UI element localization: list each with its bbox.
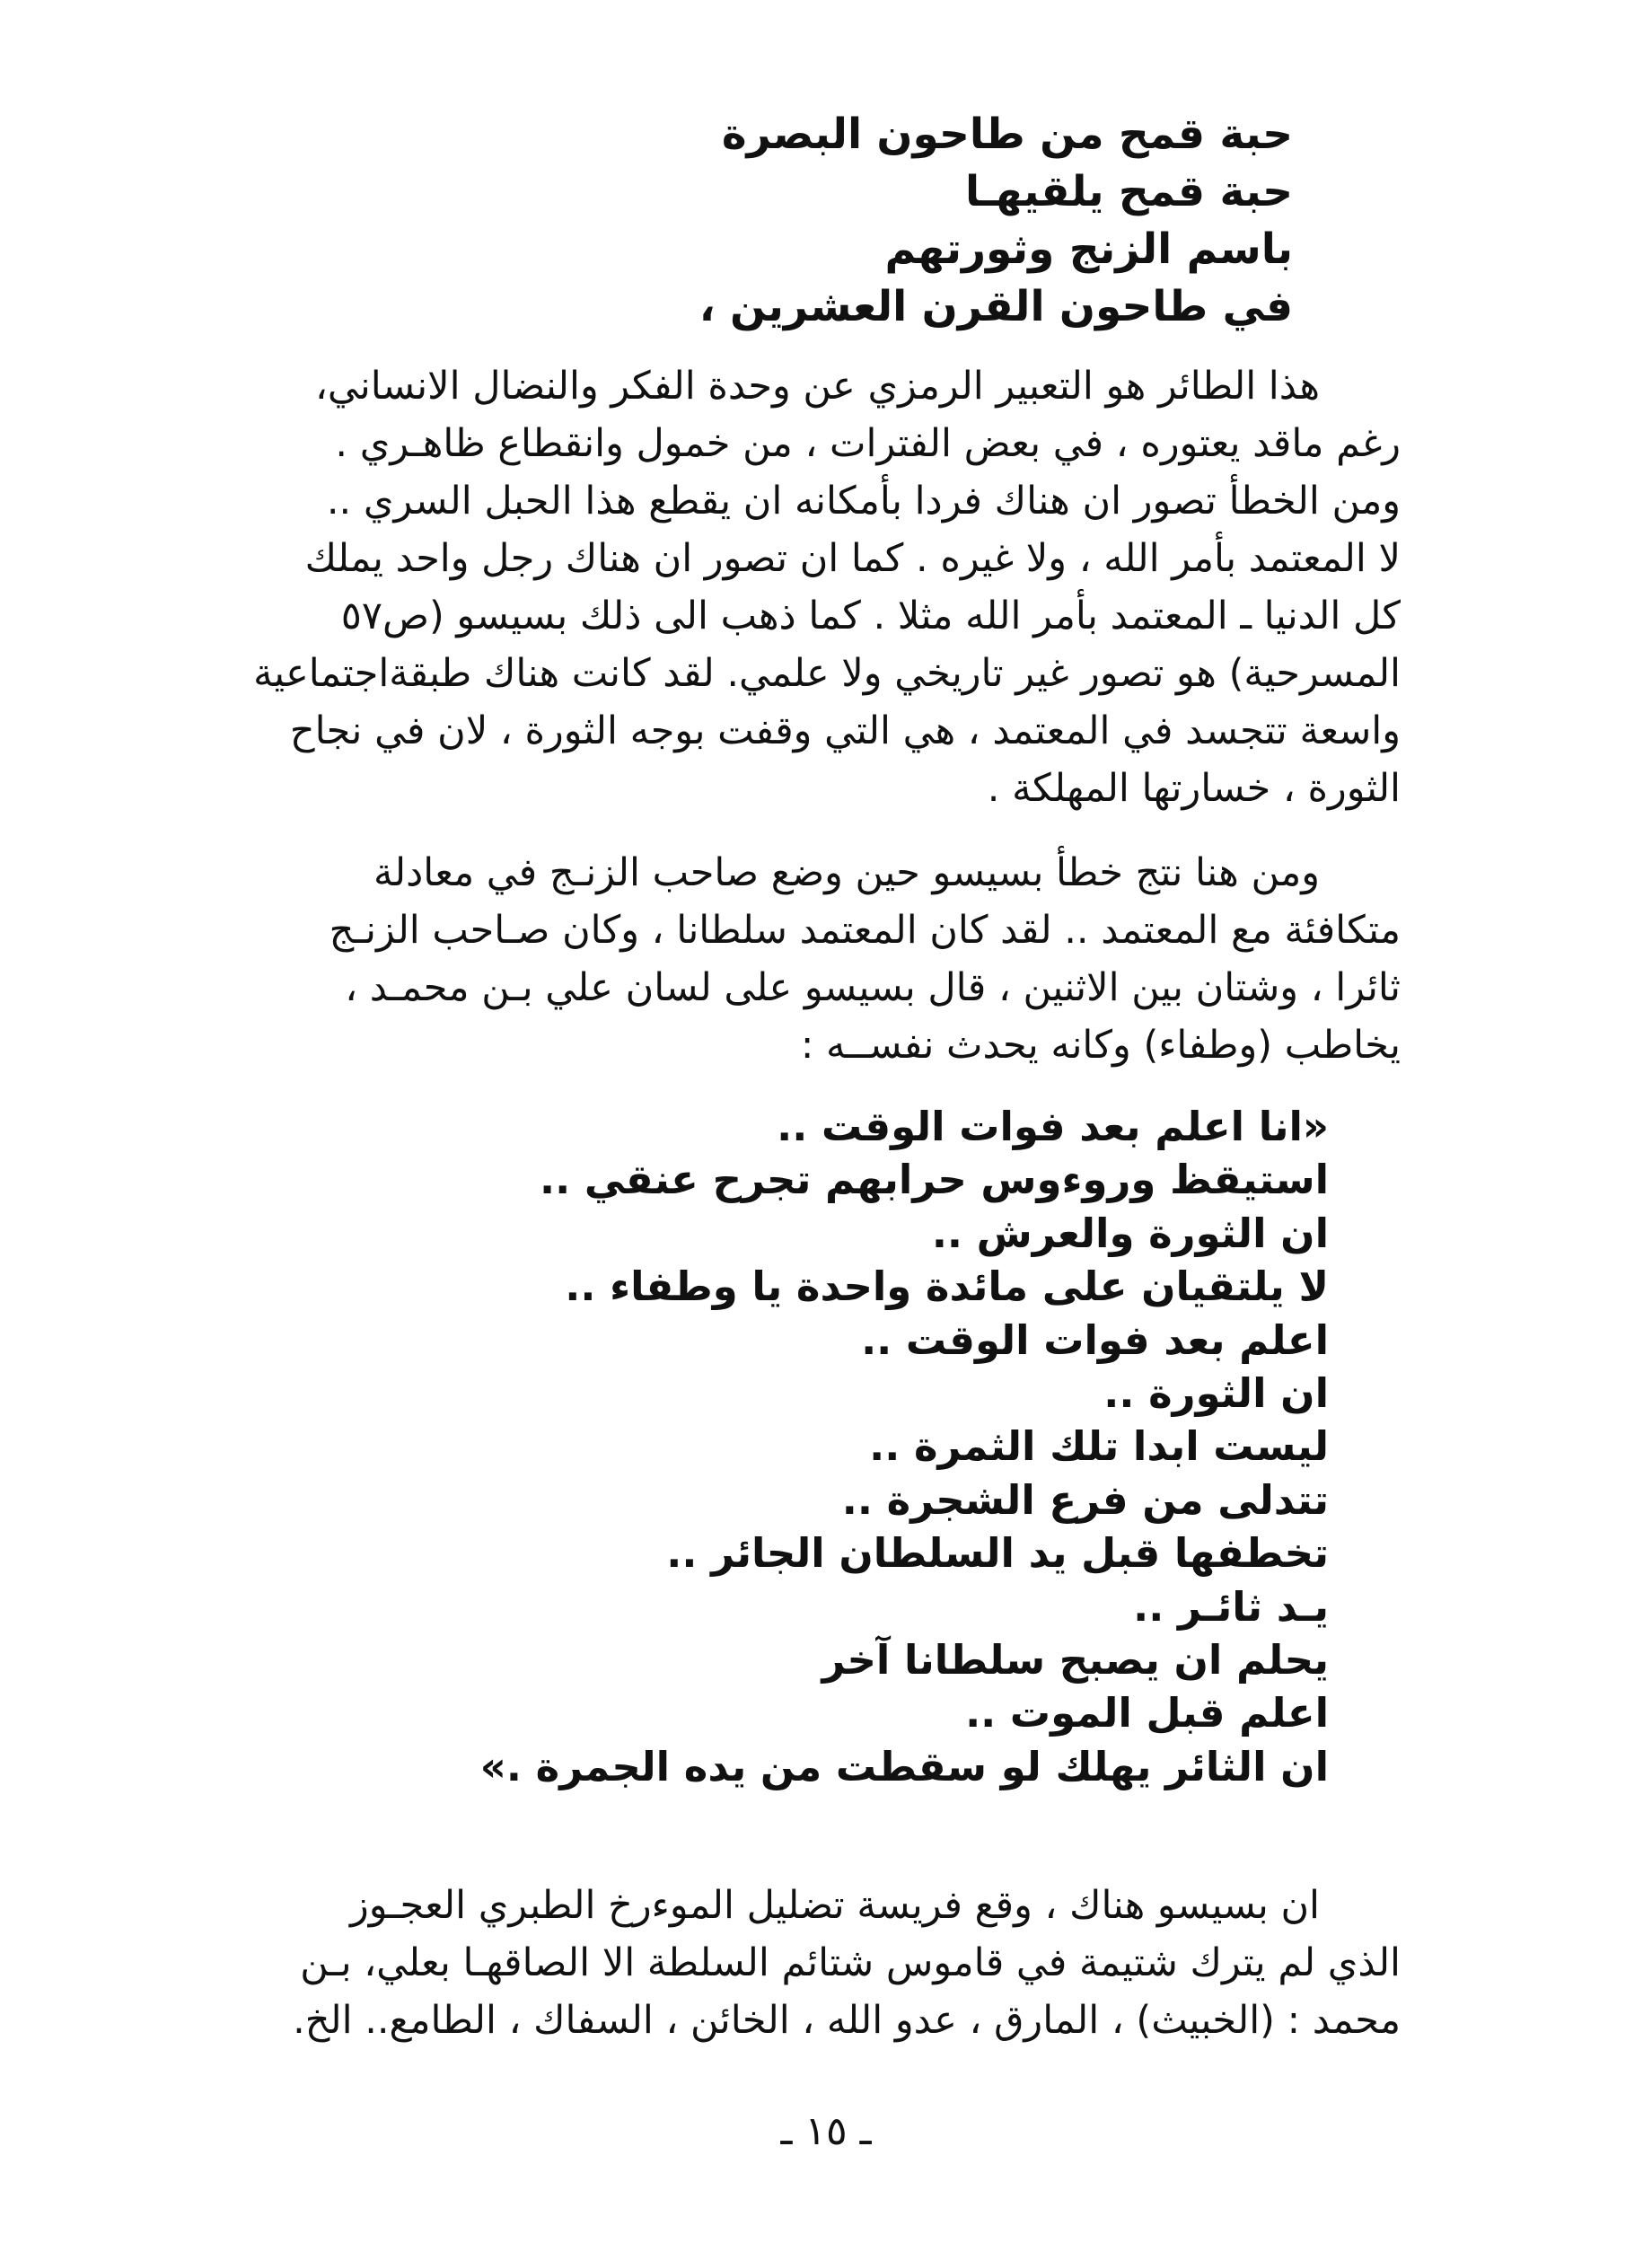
quoted-verse [341, 1100, 1329, 1793]
paragraph-line: ثائرا ، وشتان بين الاثنين ، قال بسيسو على لسان علي بـن محمـد ، [345, 965, 1401, 1010]
verse-line: في طاحون القرن العشرين ، [699, 282, 1293, 331]
paragraph-tabari [171, 1877, 1401, 2049]
paragraph-line: ان بسيسو هناك ، وقع فريسة تضليل الموءرخ الطبري العجـوز [349, 1883, 1320, 1928]
verse-line: باسم الزنج وثورتهم [884, 224, 1293, 274]
paragraph-bsisu-error [171, 844, 1401, 1074]
paragraph-line: كل الدنيا ـ المعتمد بأمر الله مثلا . كما ذهب الى ذلك بسيسو (ص٥٧ [340, 594, 1401, 638]
verse-line: «انا اعلم بعد فوات الوقت .. [777, 1103, 1329, 1150]
page-number: ـ ١٥ ـ [780, 2108, 872, 2154]
paragraph-line: هذا الطائر هو التعبير الرمزي عن وحدة الفكر والنضال الانساني، [315, 364, 1320, 409]
paragraph-line: متكافئة مع المعتمد .. لقد كان المعتمد سلطانا ، وكان صـاحب الزنـج [329, 908, 1401, 953]
paragraph-line: يخاطب (وطفاء) وكانه يحدث نفســه : [800, 1023, 1401, 1068]
verse-line: تتدلى من فرع الشجرة .. [841, 1475, 1329, 1524]
verse-line: ان الثورة .. [1103, 1369, 1329, 1418]
paragraph-line: ومن هنا نتج خطأ بسيسو حين وضع صاحب الزنـج في معادلة [373, 850, 1320, 895]
paragraph-line: محمد : (الخبيث) ، المارق ، عدو الله ، الخائن ، السفاك ، الطامع.. الخ. [293, 1998, 1401, 2043]
paragraph-line: المسرحية) هو تصور غير تاريخي ولا علمي. لقد كانت هناك طبقةاجتماعية [253, 651, 1401, 696]
verse-line: يحلم ان يصبح سلطانا آخر [822, 1636, 1329, 1685]
paragraph-line: الثورة ، خسارتها المهلكة . [987, 766, 1401, 811]
paragraph-line: ومن الخطأ تصور ان هناك فردا بأمكانه ان يقطع هذا الحبل السري .. [326, 479, 1401, 523]
verse-line: حبة قمح يلقيهـا [964, 167, 1293, 216]
verse-line: حبة قمح من طاحون البصرة [721, 110, 1293, 159]
paragraph-line: لا المعتمد بأمر الله ، ولا غيره . كما ان تصور ان هناك رجل واحد يملك [304, 536, 1401, 581]
opening-verse [611, 106, 1293, 336]
paragraph-line: رغم ماقد يعتوره ، في بعض الفترات ، من خمول وانقطاع ظاهـري . [335, 421, 1401, 466]
verse-line: ليست ابدا تلك الثمرة .. [869, 1422, 1329, 1471]
paragraph-bird-symbol [171, 357, 1401, 817]
paragraph-line: الذي لم يترك شتيمة في قاموس شتائم السلطة الا الصاقهـا بعلي، بـن [300, 1940, 1401, 1985]
verse-line: تخطفها قبل يد السلطان الجائر .. [666, 1529, 1329, 1578]
verse-line: استيقظ وروءوس حرابهم تجرح عنقي .. [540, 1156, 1329, 1204]
verse-line: ان الثائر يهلك لو سقطت من يده الجمرة .» [479, 1742, 1329, 1790]
verse-line: اعلم قبل الموت .. [965, 1689, 1329, 1737]
verse-line: ان الثورة والعرش .. [931, 1209, 1329, 1257]
paragraph-line: واسعة تتجسد في المعتمد ، هي التي وقفت بوجه الثورة ، لان في نجاح [289, 708, 1401, 753]
verse-line: لا يلتقيان على مائدة واحدة يا وطفاء .. [565, 1262, 1329, 1311]
verse-line: اعلم بعد فوات الوقت .. [861, 1315, 1329, 1364]
verse-line: يـد ثائـر .. [1133, 1582, 1329, 1631]
